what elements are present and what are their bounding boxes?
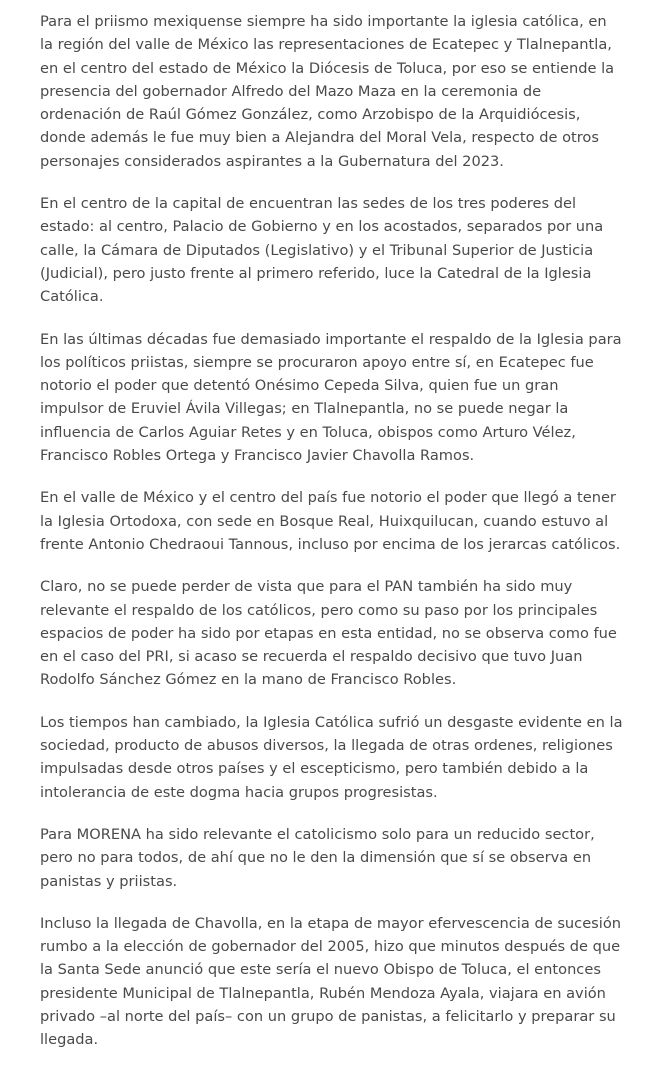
paragraph-5: Claro, no se puede perder de vista que para el PAN también ha sido muy relevante el respaldo de los católicos, pero como su paso por los principales espacios de poder ha sido por etapas en esta entidad, no se observa como fue en el caso del PRI, si acaso se recuerda el respaldo decisivo que tuvo Juan Rodolfo Sánchez Gómez en la mano de Francisco Robles.: [40, 578, 617, 689]
paragraph-6: Los tiempos han cambiado, la Iglesia Católica sufrió un desgaste evidente en la sociedad, producto de abusos diversos, la llegada de otras ordenes, religiones impulsadas desde otros países y el escepticismo, pero también debido a la intolerancia de este dogma hacia grupos progresistas.: [40, 713, 623, 801]
paragraph-3: En las últimas décadas fue demasiado importante el respaldo de la Iglesia para los políticos priistas, siempre se procuraron apoyo entre sí, en Ecatepec fue notorio el poder que detentó Onésimo Cepeda Silva, quien fue un gran impulsor de Eruviel Ávila Villegas; en Tlalnepantla, no se puede negar la influencia de Carlos Aguiar Retes y en Toluca, obispos como Arturo Vélez, Francisco Robles Ortega y Francisco Javier Chavolla Ramos.: [40, 330, 622, 465]
paragraph-4: En el valle de México y el centro del país fue notorio el poder que llegó a tener la Iglesia Ortodoxa, con sede en Bosque Real, Huixquilucan, cuando estuvo al frente Antonio Chedraoui Tannous, incluso por encima de los jerarcas católicos.: [40, 489, 621, 553]
paragraph-1: Para el priismo mexiquense siempre ha sido importante la iglesia católica, en la región del valle de México las representaciones de Ecatepec y Tlalnepantla, en el centro del estado de México la Diócesis de Toluca, por eso se entiende la presencia del gobernador Alfredo del Mazo Maza en la ceremonia de ordenación de Raúl Gómez González, como Arzobispo de la Arquidiócesis, donde además le fue muy bien a Alejandra del Moral Vela, respecto de otros personajes considerados aspirantes a la Gubernatura del 2023.: [40, 13, 615, 170]
paragraph-8: Incluso la llegada de Chavolla, en la etapa de mayor efervescencia de sucesión rumbo a la elección de gobernador del 2005, hizo que minutos después de que la Santa Sede anunció que este sería el nuevo Obispo de Toluca, el entonces presidente Municipal de Tlalnepantla, Rubén Mendoza Ayala, viajara en avión privado –al norte del país– con un grupo de panistas, a felicitarlo y preparar su llegada.: [40, 914, 622, 1049]
paragraph-7: Para MORENA ha sido relevante el catolicismo solo para un reducido sector, pero no para todos, de ahí que no le den la dimensión que sí se observa en panistas y priistas.: [40, 825, 595, 890]
paragraph-2: En el centro de la capital de encuentran las sedes de los tres poderes del estado: al centro, Palacio de Gobierno y en los acostados, separados por una calle, la Cámara de Diputados (Legislativo) y el Tribunal Superior de Justicia (Judicial), pero justo frente al primero referido, luce la Catedral de la Iglesia Católica.: [40, 195, 604, 306]
article-body: [40, 10, 624, 1071]
